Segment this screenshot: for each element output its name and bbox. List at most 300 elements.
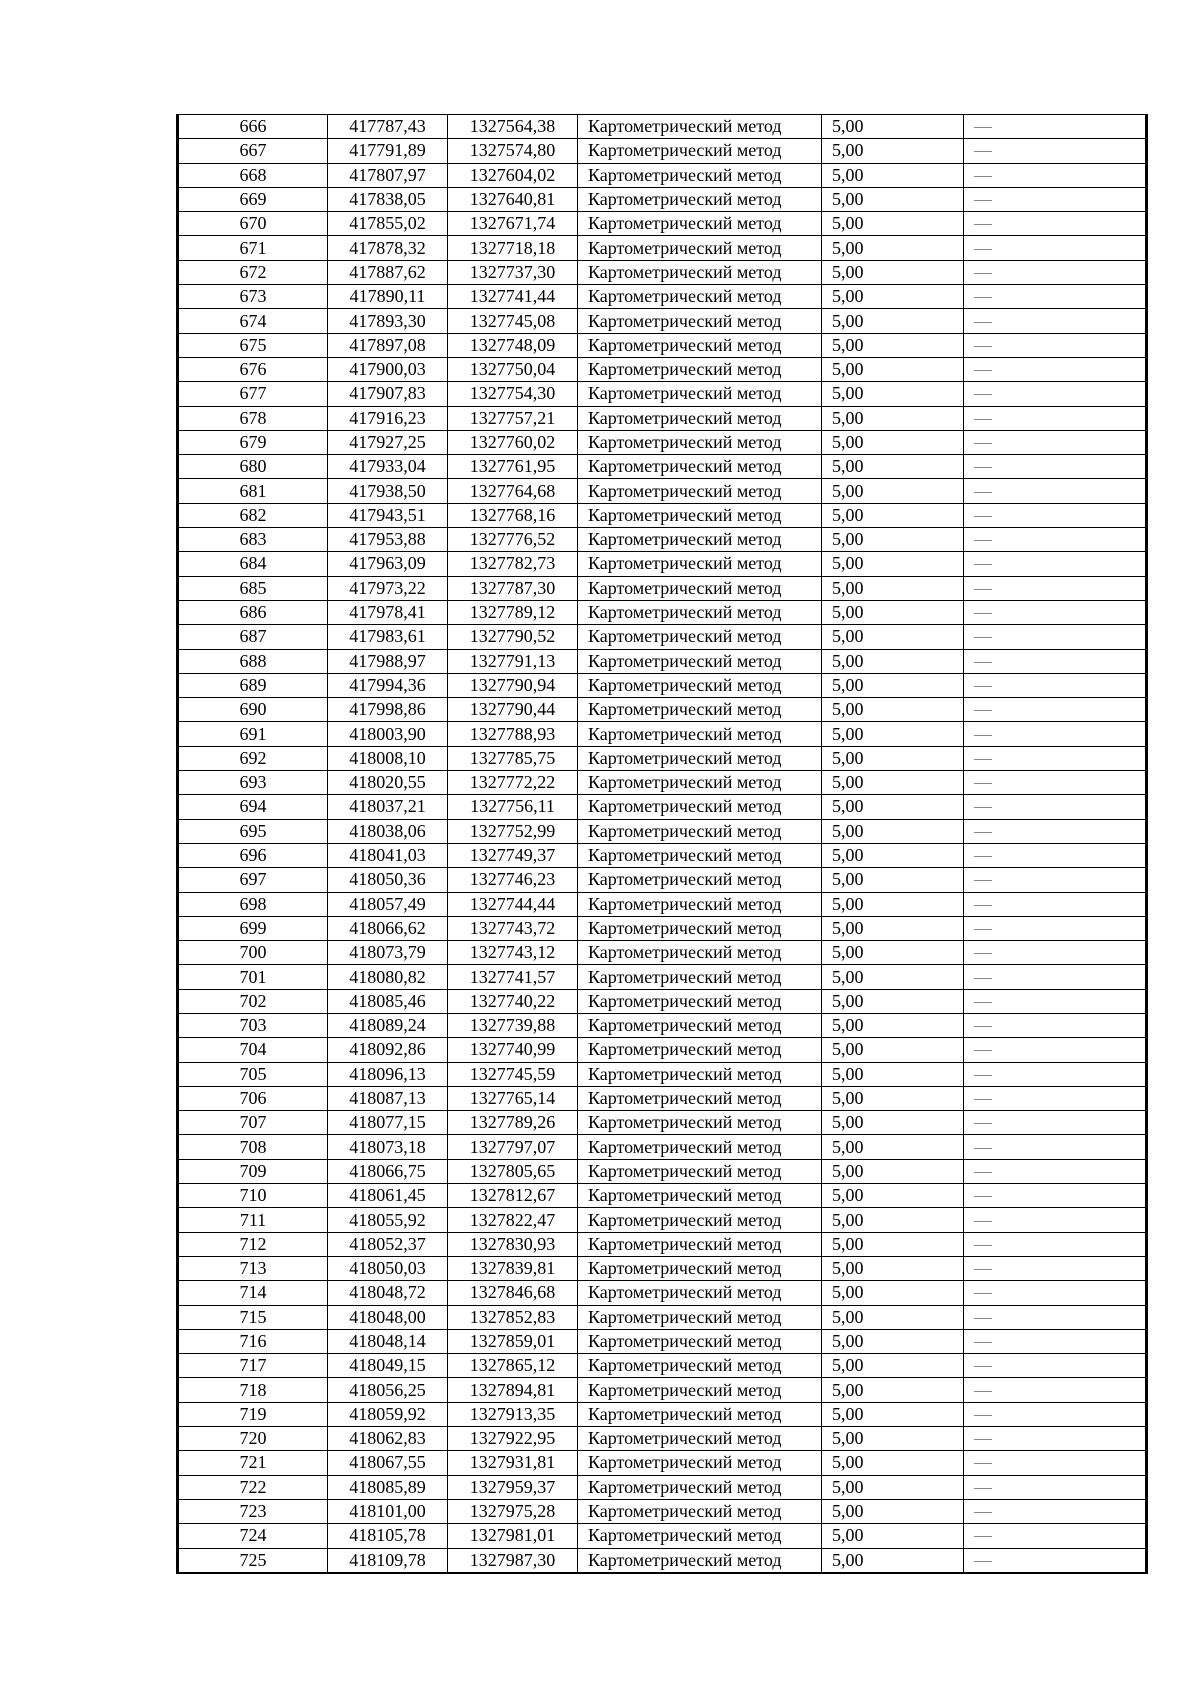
method-cell: Картометрический метод: [578, 625, 822, 649]
method-cell: Картометрический метод: [578, 576, 822, 600]
x-coordinate-cell: 418056,25: [328, 1378, 448, 1402]
method-cell: Картометрический метод: [578, 722, 822, 746]
table-row: [178, 576, 1147, 600]
point-number-cell: 720: [178, 1427, 328, 1451]
note-cell: —: [964, 1378, 1147, 1402]
note-cell: —: [964, 1062, 1147, 1086]
y-coordinate-cell: 1327922,95: [448, 1427, 578, 1451]
note-cell: —: [964, 212, 1147, 236]
x-coordinate-cell: 418049,15: [328, 1354, 448, 1378]
note-cell: —: [964, 309, 1147, 333]
x-coordinate-cell: 418041,03: [328, 843, 448, 867]
method-cell: Картометрический метод: [578, 1184, 822, 1208]
note-cell: —: [964, 163, 1147, 187]
y-coordinate-cell: 1327913,35: [448, 1402, 578, 1426]
y-coordinate-cell: 1327975,28: [448, 1499, 578, 1523]
x-coordinate-cell: 417897,08: [328, 333, 448, 357]
table-row: [178, 1135, 1147, 1159]
point-number-cell: 682: [178, 503, 328, 527]
y-coordinate-cell: 1327745,59: [448, 1062, 578, 1086]
accuracy-cell: 5,00: [822, 1329, 964, 1353]
table-row: [178, 1159, 1147, 1183]
method-cell: Картометрический метод: [578, 698, 822, 722]
method-cell: Картометрический метод: [578, 892, 822, 916]
table-row: [178, 1499, 1147, 1523]
accuracy-cell: 5,00: [822, 212, 964, 236]
point-number-cell: 672: [178, 260, 328, 284]
note-cell: —: [964, 576, 1147, 600]
y-coordinate-cell: 1327846,68: [448, 1281, 578, 1305]
point-number-cell: 666: [178, 115, 328, 139]
note-cell: —: [964, 1184, 1147, 1208]
method-cell: Картометрический метод: [578, 868, 822, 892]
accuracy-cell: 5,00: [822, 1062, 964, 1086]
x-coordinate-cell: 418061,45: [328, 1184, 448, 1208]
table-row: [178, 1524, 1147, 1548]
x-coordinate-cell: 418052,37: [328, 1232, 448, 1256]
x-coordinate-cell: 418073,18: [328, 1135, 448, 1159]
method-cell: Картометрический метод: [578, 1281, 822, 1305]
y-coordinate-cell: 1327748,09: [448, 333, 578, 357]
accuracy-cell: 5,00: [822, 115, 964, 139]
method-cell: Картометрический метод: [578, 285, 822, 309]
note-cell: —: [964, 746, 1147, 770]
y-coordinate-cell: 1327959,37: [448, 1475, 578, 1499]
table-row: [178, 528, 1147, 552]
x-coordinate-cell: 417973,22: [328, 576, 448, 600]
table-row: [178, 455, 1147, 479]
note-cell: —: [964, 1135, 1147, 1159]
point-number-cell: 683: [178, 528, 328, 552]
method-cell: Картометрический метод: [578, 1354, 822, 1378]
accuracy-cell: 5,00: [822, 868, 964, 892]
point-number-cell: 702: [178, 989, 328, 1013]
accuracy-cell: 5,00: [822, 187, 964, 211]
accuracy-cell: 5,00: [822, 285, 964, 309]
table-row: [178, 916, 1147, 940]
accuracy-cell: 5,00: [822, 503, 964, 527]
note-cell: —: [964, 455, 1147, 479]
method-cell: Картометрический метод: [578, 115, 822, 139]
method-cell: Картометрический метод: [578, 649, 822, 673]
table-row: [178, 260, 1147, 284]
x-coordinate-cell: 417988,97: [328, 649, 448, 673]
point-number-cell: 698: [178, 892, 328, 916]
accuracy-cell: 5,00: [822, 1232, 964, 1256]
x-coordinate-cell: 418050,36: [328, 868, 448, 892]
note-cell: —: [964, 528, 1147, 552]
y-coordinate-cell: 1327740,99: [448, 1038, 578, 1062]
point-number-cell: 686: [178, 600, 328, 624]
table-row: [178, 1451, 1147, 1475]
method-cell: Картометрический метод: [578, 1062, 822, 1086]
y-coordinate-cell: 1327765,14: [448, 1086, 578, 1110]
point-number-cell: 704: [178, 1038, 328, 1062]
y-coordinate-cell: 1327931,81: [448, 1451, 578, 1475]
x-coordinate-cell: 418062,83: [328, 1427, 448, 1451]
note-cell: —: [964, 1548, 1147, 1573]
table-row: [178, 1354, 1147, 1378]
accuracy-cell: 5,00: [822, 1013, 964, 1037]
table-row: [178, 552, 1147, 576]
x-coordinate-cell: 417953,88: [328, 528, 448, 552]
x-coordinate-cell: 418080,82: [328, 965, 448, 989]
accuracy-cell: 5,00: [822, 1378, 964, 1402]
y-coordinate-cell: 1327746,23: [448, 868, 578, 892]
point-number-cell: 710: [178, 1184, 328, 1208]
x-coordinate-cell: 418048,00: [328, 1305, 448, 1329]
note-cell: —: [964, 1354, 1147, 1378]
x-coordinate-cell: 418038,06: [328, 819, 448, 843]
accuracy-cell: 5,00: [822, 989, 964, 1013]
x-coordinate-cell: 418003,90: [328, 722, 448, 746]
x-coordinate-cell: 418048,72: [328, 1281, 448, 1305]
note-cell: —: [964, 625, 1147, 649]
method-cell: Картометрический метод: [578, 309, 822, 333]
table-row: [178, 1184, 1147, 1208]
accuracy-cell: 5,00: [822, 1524, 964, 1548]
note-cell: —: [964, 406, 1147, 430]
note-cell: —: [964, 673, 1147, 697]
y-coordinate-cell: 1327789,26: [448, 1111, 578, 1135]
x-coordinate-cell: 418085,89: [328, 1475, 448, 1499]
point-number-cell: 685: [178, 576, 328, 600]
y-coordinate-cell: 1327981,01: [448, 1524, 578, 1548]
method-cell: Картометрический метод: [578, 503, 822, 527]
accuracy-cell: 5,00: [822, 1499, 964, 1523]
method-cell: Картометрический метод: [578, 260, 822, 284]
table-row: [178, 1329, 1147, 1353]
note-cell: —: [964, 382, 1147, 406]
table-row: [178, 989, 1147, 1013]
accuracy-cell: 5,00: [822, 1451, 964, 1475]
point-number-cell: 674: [178, 309, 328, 333]
point-number-cell: 669: [178, 187, 328, 211]
method-cell: Картометрический метод: [578, 843, 822, 867]
accuracy-cell: 5,00: [822, 722, 964, 746]
method-cell: Картометрический метод: [578, 333, 822, 357]
point-number-cell: 719: [178, 1402, 328, 1426]
point-number-cell: 673: [178, 285, 328, 309]
table-row: [178, 1038, 1147, 1062]
point-number-cell: 679: [178, 430, 328, 454]
point-number-cell: 696: [178, 843, 328, 867]
table-row: [178, 1402, 1147, 1426]
x-coordinate-cell: 417787,43: [328, 115, 448, 139]
note-cell: —: [964, 1305, 1147, 1329]
point-number-cell: 721: [178, 1451, 328, 1475]
accuracy-cell: 5,00: [822, 941, 964, 965]
point-number-cell: 703: [178, 1013, 328, 1037]
method-cell: Картометрический метод: [578, 1475, 822, 1499]
accuracy-cell: 5,00: [822, 1305, 964, 1329]
note-cell: —: [964, 600, 1147, 624]
table-row: [178, 382, 1147, 406]
note-cell: —: [964, 333, 1147, 357]
table-row: [178, 309, 1147, 333]
point-number-cell: 714: [178, 1281, 328, 1305]
x-coordinate-cell: 418037,21: [328, 795, 448, 819]
accuracy-cell: 5,00: [822, 1135, 964, 1159]
point-number-cell: 718: [178, 1378, 328, 1402]
point-number-cell: 725: [178, 1548, 328, 1573]
accuracy-cell: 5,00: [822, 1159, 964, 1183]
y-coordinate-cell: 1327859,01: [448, 1329, 578, 1353]
y-coordinate-cell: 1327797,07: [448, 1135, 578, 1159]
accuracy-cell: 5,00: [822, 600, 964, 624]
note-cell: —: [964, 1038, 1147, 1062]
method-cell: Картометрический метод: [578, 357, 822, 381]
x-coordinate-cell: 418089,24: [328, 1013, 448, 1037]
accuracy-cell: 5,00: [822, 843, 964, 867]
note-cell: —: [964, 552, 1147, 576]
method-cell: Картометрический метод: [578, 989, 822, 1013]
y-coordinate-cell: 1327782,73: [448, 552, 578, 576]
coordinates-table-body: [178, 115, 1147, 1573]
y-coordinate-cell: 1327760,02: [448, 430, 578, 454]
method-cell: Картометрический метод: [578, 1111, 822, 1135]
x-coordinate-cell: 417900,03: [328, 357, 448, 381]
point-number-cell: 688: [178, 649, 328, 673]
y-coordinate-cell: 1327830,93: [448, 1232, 578, 1256]
note-cell: —: [964, 843, 1147, 867]
accuracy-cell: 5,00: [822, 1111, 964, 1135]
note-cell: —: [964, 698, 1147, 722]
note-cell: —: [964, 285, 1147, 309]
y-coordinate-cell: 1327739,88: [448, 1013, 578, 1037]
note-cell: —: [964, 965, 1147, 989]
x-coordinate-cell: 418087,13: [328, 1086, 448, 1110]
x-coordinate-cell: 417890,11: [328, 285, 448, 309]
table-row: [178, 819, 1147, 843]
point-number-cell: 709: [178, 1159, 328, 1183]
point-number-cell: 693: [178, 771, 328, 795]
method-cell: Картометрический метод: [578, 187, 822, 211]
method-cell: Картометрический метод: [578, 455, 822, 479]
method-cell: Картометрический метод: [578, 528, 822, 552]
y-coordinate-cell: 1327812,67: [448, 1184, 578, 1208]
x-coordinate-cell: 417893,30: [328, 309, 448, 333]
x-coordinate-cell: 418050,03: [328, 1256, 448, 1280]
x-coordinate-cell: 418109,78: [328, 1548, 448, 1573]
table-row: [178, 941, 1147, 965]
point-number-cell: 671: [178, 236, 328, 260]
note-cell: —: [964, 1524, 1147, 1548]
method-cell: Картометрический метод: [578, 1378, 822, 1402]
method-cell: Картометрический метод: [578, 1524, 822, 1548]
table-row: [178, 746, 1147, 770]
point-number-cell: 680: [178, 455, 328, 479]
y-coordinate-cell: 1327790,44: [448, 698, 578, 722]
note-cell: —: [964, 1427, 1147, 1451]
y-coordinate-cell: 1327788,93: [448, 722, 578, 746]
x-coordinate-cell: 418077,15: [328, 1111, 448, 1135]
note-cell: —: [964, 1329, 1147, 1353]
point-number-cell: 692: [178, 746, 328, 770]
accuracy-cell: 5,00: [822, 795, 964, 819]
accuracy-cell: 5,00: [822, 552, 964, 576]
table-row: [178, 1305, 1147, 1329]
note-cell: —: [964, 503, 1147, 527]
x-coordinate-cell: 417927,25: [328, 430, 448, 454]
table-row: [178, 1086, 1147, 1110]
table-row: [178, 236, 1147, 260]
accuracy-cell: 5,00: [822, 163, 964, 187]
point-number-cell: 716: [178, 1329, 328, 1353]
table-row: [178, 1475, 1147, 1499]
accuracy-cell: 5,00: [822, 576, 964, 600]
point-number-cell: 691: [178, 722, 328, 746]
method-cell: Картометрический метод: [578, 673, 822, 697]
method-cell: Картометрический метод: [578, 1329, 822, 1353]
point-number-cell: 717: [178, 1354, 328, 1378]
accuracy-cell: 5,00: [822, 916, 964, 940]
table-row: [178, 357, 1147, 381]
table-row: [178, 406, 1147, 430]
x-coordinate-cell: 418092,86: [328, 1038, 448, 1062]
y-coordinate-cell: 1327752,99: [448, 819, 578, 843]
accuracy-cell: 5,00: [822, 260, 964, 284]
y-coordinate-cell: 1327757,21: [448, 406, 578, 430]
accuracy-cell: 5,00: [822, 139, 964, 163]
point-number-cell: 708: [178, 1135, 328, 1159]
point-number-cell: 697: [178, 868, 328, 892]
point-number-cell: 711: [178, 1208, 328, 1232]
note-cell: —: [964, 795, 1147, 819]
accuracy-cell: 5,00: [822, 455, 964, 479]
point-number-cell: 675: [178, 333, 328, 357]
method-cell: Картометрический метод: [578, 941, 822, 965]
y-coordinate-cell: 1327750,04: [448, 357, 578, 381]
y-coordinate-cell: 1327574,80: [448, 139, 578, 163]
note-cell: —: [964, 1111, 1147, 1135]
x-coordinate-cell: 417963,09: [328, 552, 448, 576]
x-coordinate-cell: 418059,92: [328, 1402, 448, 1426]
note-cell: —: [964, 115, 1147, 139]
note-cell: —: [964, 941, 1147, 965]
point-number-cell: 699: [178, 916, 328, 940]
x-coordinate-cell: 417838,05: [328, 187, 448, 211]
point-number-cell: 687: [178, 625, 328, 649]
point-number-cell: 706: [178, 1086, 328, 1110]
y-coordinate-cell: 1327744,44: [448, 892, 578, 916]
method-cell: Картометрический метод: [578, 163, 822, 187]
x-coordinate-cell: 417938,50: [328, 479, 448, 503]
method-cell: Картометрический метод: [578, 139, 822, 163]
table-row: [178, 698, 1147, 722]
note-cell: —: [964, 722, 1147, 746]
accuracy-cell: 5,00: [822, 309, 964, 333]
x-coordinate-cell: 418067,55: [328, 1451, 448, 1475]
y-coordinate-cell: 1327737,30: [448, 260, 578, 284]
accuracy-cell: 5,00: [822, 430, 964, 454]
method-cell: Картометрический метод: [578, 406, 822, 430]
x-coordinate-cell: 418020,55: [328, 771, 448, 795]
method-cell: Картометрический метод: [578, 1159, 822, 1183]
y-coordinate-cell: 1327671,74: [448, 212, 578, 236]
table-row: [178, 115, 1147, 139]
note-cell: —: [964, 1451, 1147, 1475]
note-cell: —: [964, 139, 1147, 163]
table-row: [178, 673, 1147, 697]
note-cell: —: [964, 916, 1147, 940]
point-number-cell: 722: [178, 1475, 328, 1499]
method-cell: Картометрический метод: [578, 819, 822, 843]
method-cell: Картометрический метод: [578, 552, 822, 576]
method-cell: Картометрический метод: [578, 1232, 822, 1256]
accuracy-cell: 5,00: [822, 649, 964, 673]
accuracy-cell: 5,00: [822, 625, 964, 649]
accuracy-cell: 5,00: [822, 746, 964, 770]
y-coordinate-cell: 1327987,30: [448, 1548, 578, 1573]
note-cell: —: [964, 1402, 1147, 1426]
accuracy-cell: 5,00: [822, 528, 964, 552]
x-coordinate-cell: 418105,78: [328, 1524, 448, 1548]
note-cell: —: [964, 260, 1147, 284]
note-cell: —: [964, 187, 1147, 211]
point-number-cell: 724: [178, 1524, 328, 1548]
point-number-cell: 681: [178, 479, 328, 503]
note-cell: —: [964, 1232, 1147, 1256]
point-number-cell: 678: [178, 406, 328, 430]
point-number-cell: 695: [178, 819, 328, 843]
y-coordinate-cell: 1327764,68: [448, 479, 578, 503]
table-row: [178, 139, 1147, 163]
x-coordinate-cell: 418008,10: [328, 746, 448, 770]
point-number-cell: 677: [178, 382, 328, 406]
accuracy-cell: 5,00: [822, 673, 964, 697]
table-row: [178, 1232, 1147, 1256]
coordinates-table: [176, 114, 1148, 1574]
accuracy-cell: 5,00: [822, 819, 964, 843]
method-cell: Картометрический метод: [578, 1499, 822, 1523]
point-number-cell: 701: [178, 965, 328, 989]
note-cell: —: [964, 771, 1147, 795]
table-row: [178, 1013, 1147, 1037]
method-cell: Картометрический метод: [578, 1256, 822, 1280]
x-coordinate-cell: 418048,14: [328, 1329, 448, 1353]
table-row: [178, 795, 1147, 819]
table-row: [178, 892, 1147, 916]
table-row: [178, 1062, 1147, 1086]
accuracy-cell: 5,00: [822, 333, 964, 357]
table-row: [178, 868, 1147, 892]
table-row: [178, 333, 1147, 357]
method-cell: Картометрический метод: [578, 1427, 822, 1451]
note-cell: —: [964, 1208, 1147, 1232]
table-row: [178, 285, 1147, 309]
accuracy-cell: 5,00: [822, 1184, 964, 1208]
x-coordinate-cell: 418085,46: [328, 989, 448, 1013]
x-coordinate-cell: 417983,61: [328, 625, 448, 649]
accuracy-cell: 5,00: [822, 357, 964, 381]
accuracy-cell: 5,00: [822, 1086, 964, 1110]
x-coordinate-cell: 418055,92: [328, 1208, 448, 1232]
accuracy-cell: 5,00: [822, 236, 964, 260]
y-coordinate-cell: 1327749,37: [448, 843, 578, 867]
table-row: [178, 479, 1147, 503]
y-coordinate-cell: 1327743,72: [448, 916, 578, 940]
table-row: [178, 187, 1147, 211]
x-coordinate-cell: 418073,79: [328, 941, 448, 965]
point-number-cell: 723: [178, 1499, 328, 1523]
note-cell: —: [964, 1475, 1147, 1499]
y-coordinate-cell: 1327741,44: [448, 285, 578, 309]
accuracy-cell: 5,00: [822, 698, 964, 722]
table-row: [178, 1427, 1147, 1451]
y-coordinate-cell: 1327741,57: [448, 965, 578, 989]
y-coordinate-cell: 1327852,83: [448, 1305, 578, 1329]
